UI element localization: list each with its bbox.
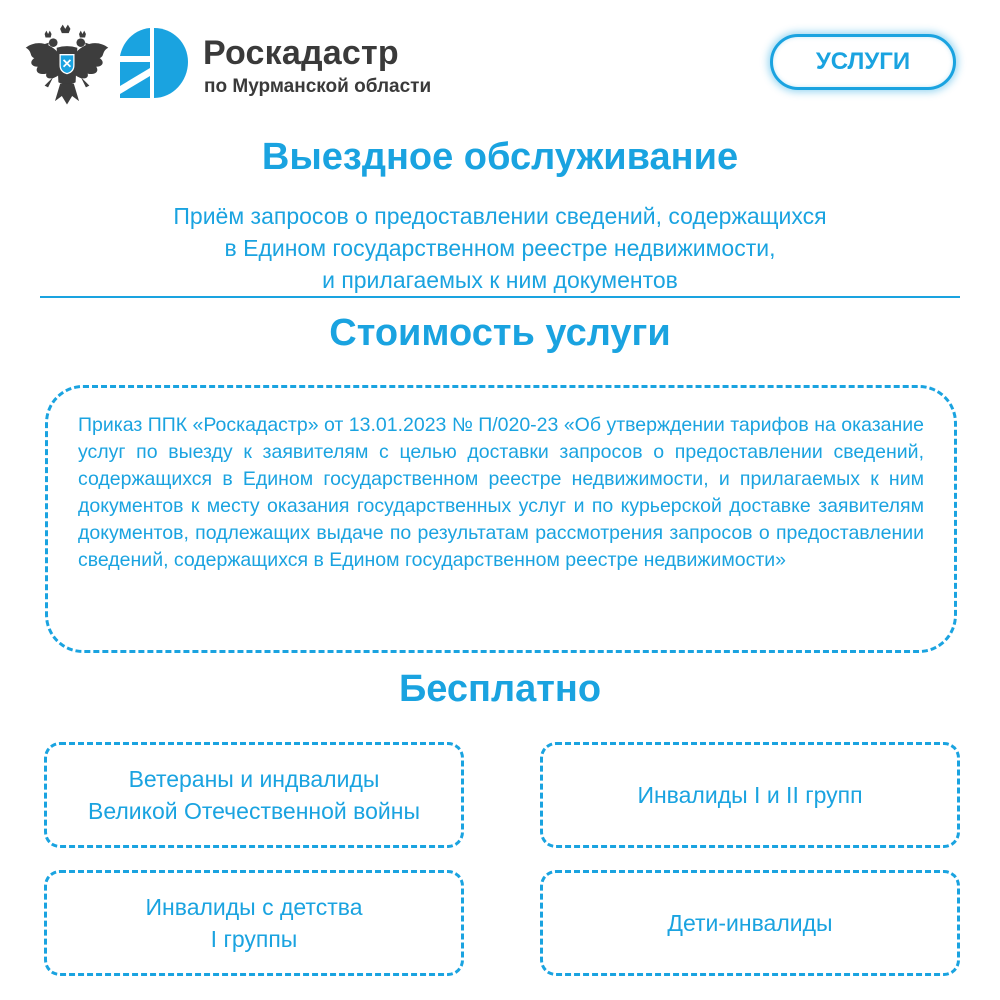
card-line: Ветераны и индвалиды — [128, 766, 380, 792]
card-line: I группы — [210, 926, 298, 952]
subtitle-line: Приём запросов о предоставлении сведений, содержащихся — [173, 203, 827, 229]
roskadastr-logo-icon — [118, 26, 190, 100]
subtitle-line: и прилагаемых к ним документов — [322, 267, 678, 293]
order-text: Приказ ППК «Роскадастр» от 13.01.2023 № П/020-23 «Об утверждении тарифов на оказание услуг по выезду к заявителям с целью доставки запросов о предоставлении сведений, содержащихся в Едином государственном реестре недвижимости, и прилагаемых к ним документов к месту оказания государственных услуг и по курьерской доставке заявителям документов, подлежащих выдаче по результатам рассмотрения запросов о предоставлении сведений, содержащихся в Едином государственном реестре недвижимости» — [78, 414, 924, 571]
cost-section-title: Стоимость услуги — [329, 312, 671, 354]
brand-subtitle: по Мурманской области — [204, 76, 432, 97]
double-headed-eagle-emblem-icon — [24, 22, 110, 108]
services-button[interactable]: УСЛУГИ — [770, 34, 956, 90]
free-section-title: Бесплатно — [398, 668, 602, 710]
card-line: Инвалиды I и II групп — [637, 782, 863, 808]
card-line: Инвалиды с детства — [145, 894, 363, 920]
brand-name: Роскадастр — [203, 34, 399, 72]
page-subtitle — [0, 200, 1000, 296]
free-category-card — [44, 870, 464, 976]
page-title: Выездное обслуживание — [261, 136, 739, 178]
free-category-card — [540, 870, 960, 976]
section-divider — [40, 296, 960, 298]
order-info-box — [45, 385, 957, 653]
free-category-card — [540, 742, 960, 848]
card-line: Дети-инвалиды — [667, 910, 833, 936]
subtitle-line: в Едином государственном реестре недвижимости, — [224, 235, 776, 261]
header — [0, 0, 1000, 120]
card-line: Великой Отечественной войны — [87, 798, 420, 824]
free-category-card — [44, 742, 464, 848]
